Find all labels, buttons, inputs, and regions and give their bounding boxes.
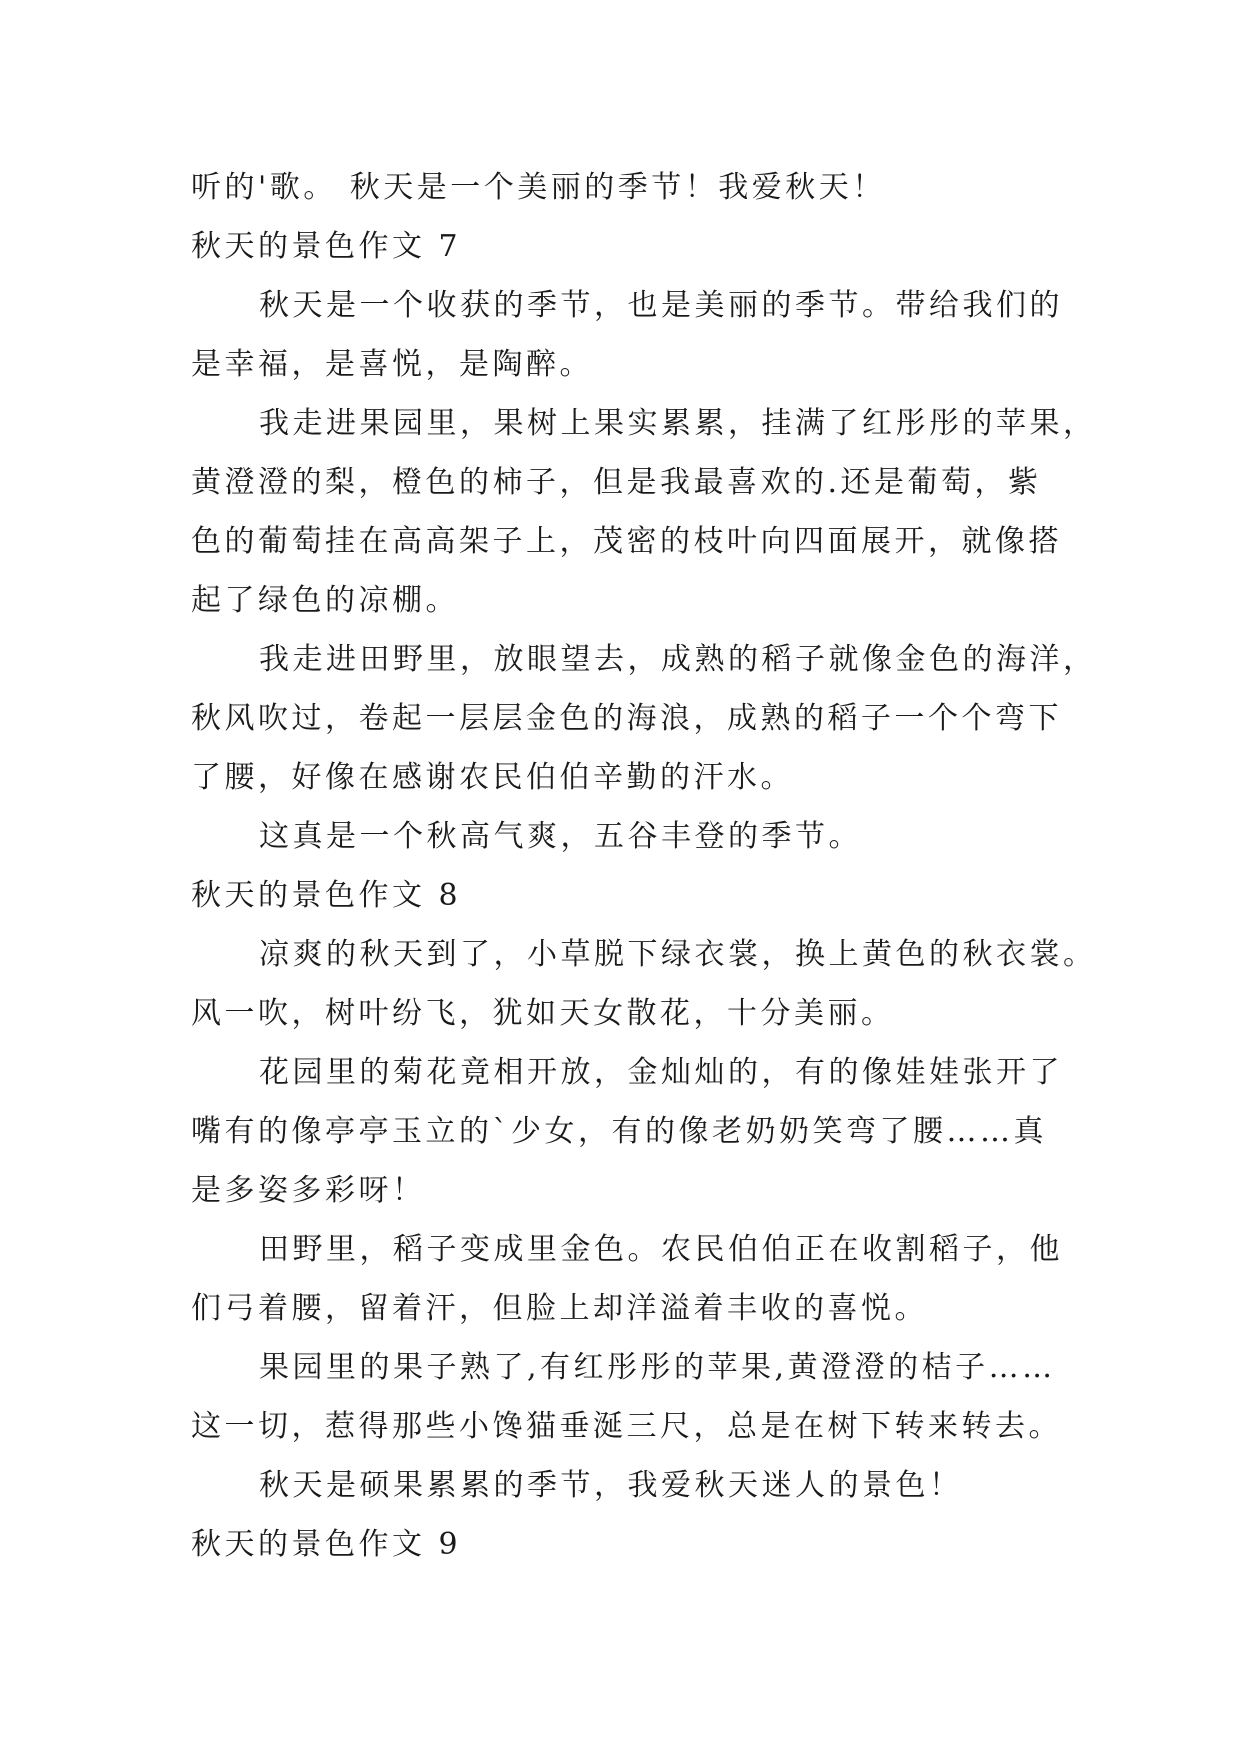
text-line: 秋天是硕果累累的季节，我爱秋天迷人的景色！ xyxy=(259,1468,963,1503)
section-heading-8: 秋天的景色作文 8 xyxy=(191,878,462,913)
text-line: 花园里的菊花竟相开放，金灿灿的，有的像娃娃张开了 xyxy=(259,1055,1063,1090)
section-heading-9: 秋天的景色作文 9 xyxy=(191,1527,462,1562)
document-body xyxy=(191,158,1097,1574)
text-line: 田野里，稻子变成里金色。农民伯伯正在收割稻子，他 xyxy=(259,1232,1063,1267)
text-line: 这一切，惹得那些小馋猫垂涎三尺，总是在树下转来转去。 xyxy=(191,1409,1062,1444)
text-line: 我走进果园里，果树上果实累累，挂满了红彤彤的苹果， xyxy=(259,406,1097,441)
text-line: 我走进田野里，放眼望去，成熟的稻子就像金色的海洋， xyxy=(259,642,1097,677)
text-line: 听的'歌。 秋天是一个美丽的季节！我爱秋天！ xyxy=(191,170,886,205)
text-line: 是幸福，是喜悦，是陶醉。 xyxy=(191,347,593,382)
text-line: 起了绿色的凉棚。 xyxy=(191,583,459,618)
text-line: 风一吹，树叶纷飞，犹如天女散花，十分美丽。 xyxy=(191,996,895,1031)
text-line: 果园里的果子熟了,有红彤彤的苹果,黄澄澄的桔子…… xyxy=(259,1350,1056,1385)
section-heading-7: 秋天的景色作文 7 xyxy=(191,229,462,264)
text-line: 秋风吹过，卷起一层层金色的海浪，成熟的稻子一个个弯下 xyxy=(191,701,1062,736)
text-line: 嘴有的像亭亭玉立的`少女，有的像老奶奶笑弯了腰……真 xyxy=(191,1114,1047,1149)
text-line: 黄澄澄的梨，橙色的柿子，但是我最喜欢的.还是葡萄，紫 xyxy=(191,465,1042,500)
text-line: 们弓着腰，留着汗，但脸上却洋溢着丰收的喜悦。 xyxy=(191,1291,928,1326)
text-line: 色的葡萄挂在高高架子上，茂密的枝叶向四面展开，就像搭 xyxy=(191,524,1062,559)
text-line: 秋天是一个收获的季节，也是美丽的季节。带给我们的 xyxy=(259,288,1063,323)
text-line: 凉爽的秋天到了，小草脱下绿衣裳，换上黄色的秋衣裳。 xyxy=(259,937,1097,972)
text-line: 是多姿多彩呀！ xyxy=(191,1173,426,1208)
text-line: 这真是一个秋高气爽，五谷丰登的季节。 xyxy=(259,819,862,854)
text-line: 了腰，好像在感谢农民伯伯辛勤的汗水。 xyxy=(191,760,794,795)
